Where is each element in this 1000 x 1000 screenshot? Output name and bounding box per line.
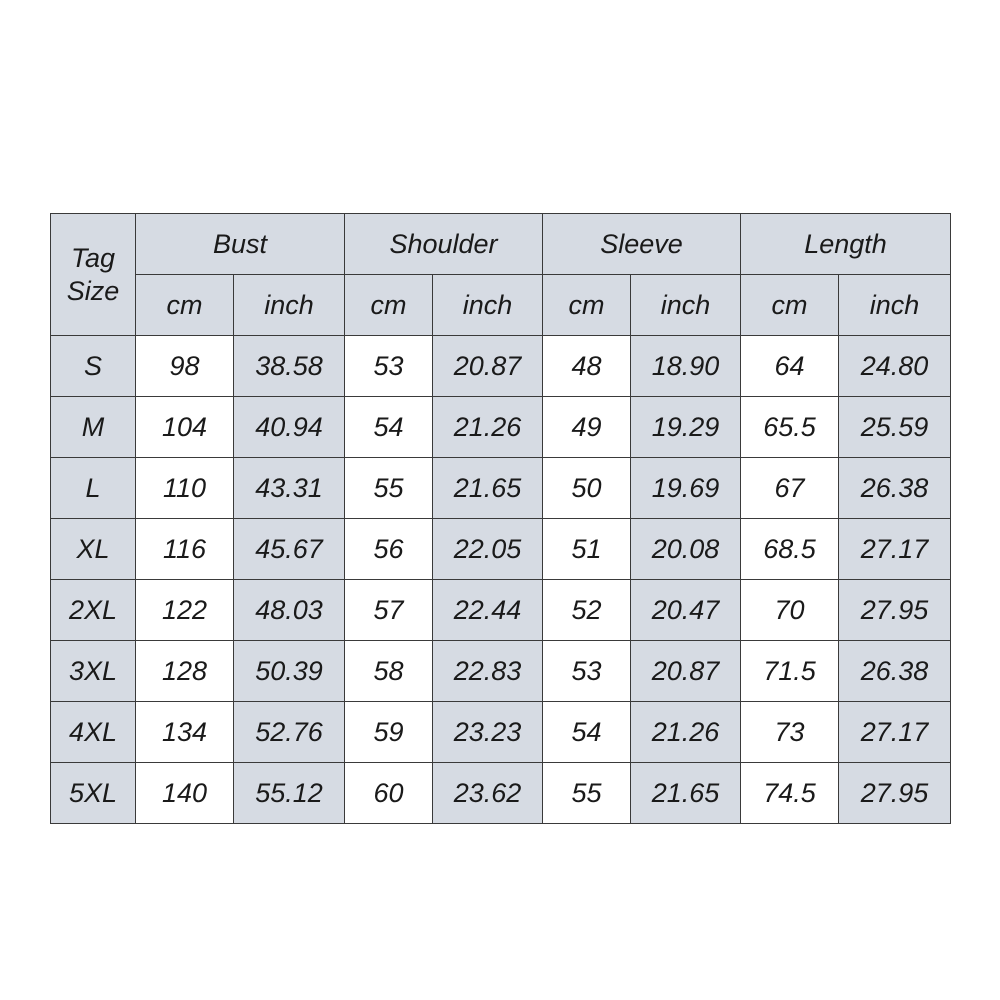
shoulder-header: Shoulder	[345, 214, 543, 275]
sleeve-inch-cell: 19.29	[631, 397, 741, 458]
bust-cm-header: cm	[136, 275, 234, 336]
length-header: Length	[741, 214, 951, 275]
bust-inch-cell: 50.39	[234, 641, 345, 702]
table-row	[51, 336, 951, 397]
length-inch-cell: 27.95	[839, 763, 951, 824]
length-inch-cell: 26.38	[839, 641, 951, 702]
bust-inch-cell: 48.03	[234, 580, 345, 641]
size-label-cell: 3XL	[51, 641, 136, 702]
tag-size-header-line-2: Size	[66, 275, 120, 306]
shoulder-cm-header: cm	[345, 275, 433, 336]
shoulder-cm-cell: 58	[345, 641, 433, 702]
shoulder-inch-cell: 23.23	[433, 702, 543, 763]
bust-inch-cell: 38.58	[234, 336, 345, 397]
sleeve-cm-cell: 52	[543, 580, 631, 641]
length-cm-cell: 65.5	[741, 397, 839, 458]
length-cm-cell: 67	[741, 458, 839, 519]
sleeve-inch-cell: 20.08	[631, 519, 741, 580]
size-rows	[51, 336, 951, 824]
sleeve-inch-cell: 18.90	[631, 336, 741, 397]
shoulder-inch-cell: 21.65	[433, 458, 543, 519]
size-label-cell: 4XL	[51, 702, 136, 763]
bust-cm-cell: 128	[136, 641, 234, 702]
sleeve-inch-cell: 21.65	[631, 763, 741, 824]
shoulder-inch-cell: 23.62	[433, 763, 543, 824]
length-cm-cell: 70	[741, 580, 839, 641]
tag-size-header-line-1: Tag	[70, 243, 116, 274]
bust-inch-cell: 55.12	[234, 763, 345, 824]
bust-cm-cell: 116	[136, 519, 234, 580]
sleeve-inch-header: inch	[631, 275, 741, 336]
sleeve-inch-cell: 20.87	[631, 641, 741, 702]
tag-size-header	[51, 214, 136, 336]
shoulder-cm-cell: 55	[345, 458, 433, 519]
group-header-row	[51, 214, 951, 275]
length-inch-cell: 26.38	[839, 458, 951, 519]
length-cm-cell: 74.5	[741, 763, 839, 824]
bust-cm-cell: 104	[136, 397, 234, 458]
sleeve-header: Sleeve	[543, 214, 741, 275]
length-cm-header: cm	[741, 275, 839, 336]
bust-cm-cell: 134	[136, 702, 234, 763]
sleeve-cm-cell: 53	[543, 641, 631, 702]
shoulder-cm-cell: 59	[345, 702, 433, 763]
sleeve-cm-cell: 49	[543, 397, 631, 458]
bust-inch-cell: 52.76	[234, 702, 345, 763]
size-label-cell: M	[51, 397, 136, 458]
length-inch-cell: 24.80	[839, 336, 951, 397]
length-inch-header: inch	[839, 275, 951, 336]
table-row	[51, 641, 951, 702]
sleeve-cm-cell: 55	[543, 763, 631, 824]
table-row	[51, 458, 951, 519]
size-label-cell: 2XL	[51, 580, 136, 641]
bust-cm-cell: 98	[136, 336, 234, 397]
sleeve-cm-cell: 51	[543, 519, 631, 580]
sleeve-inch-cell: 19.69	[631, 458, 741, 519]
bust-cm-cell: 122	[136, 580, 234, 641]
length-inch-cell: 27.17	[839, 519, 951, 580]
bust-inch-cell: 43.31	[234, 458, 345, 519]
table-row	[51, 702, 951, 763]
size-label-cell: L	[51, 458, 136, 519]
bust-cm-cell: 140	[136, 763, 234, 824]
shoulder-inch-header: inch	[433, 275, 543, 336]
sleeve-cm-header: cm	[543, 275, 631, 336]
unit-header-row	[51, 275, 951, 336]
sleeve-cm-cell: 48	[543, 336, 631, 397]
table-row	[51, 519, 951, 580]
sleeve-inch-cell: 21.26	[631, 702, 741, 763]
shoulder-inch-cell: 22.05	[433, 519, 543, 580]
table-row	[51, 763, 951, 824]
sleeve-cm-cell: 50	[543, 458, 631, 519]
bust-inch-cell: 45.67	[234, 519, 345, 580]
table-row	[51, 580, 951, 641]
length-inch-cell: 27.95	[839, 580, 951, 641]
size-chart-table	[50, 213, 951, 824]
bust-cm-cell: 110	[136, 458, 234, 519]
shoulder-cm-cell: 60	[345, 763, 433, 824]
shoulder-inch-cell: 22.83	[433, 641, 543, 702]
size-label-cell: XL	[51, 519, 136, 580]
length-inch-cell: 25.59	[839, 397, 951, 458]
shoulder-inch-cell: 22.44	[433, 580, 543, 641]
shoulder-inch-cell: 20.87	[433, 336, 543, 397]
shoulder-cm-cell: 53	[345, 336, 433, 397]
bust-inch-header: inch	[234, 275, 345, 336]
length-cm-cell: 73	[741, 702, 839, 763]
bust-header: Bust	[136, 214, 345, 275]
length-cm-cell: 68.5	[741, 519, 839, 580]
size-label-cell: 5XL	[51, 763, 136, 824]
shoulder-cm-cell: 56	[345, 519, 433, 580]
shoulder-inch-cell: 21.26	[433, 397, 543, 458]
shoulder-cm-cell: 54	[345, 397, 433, 458]
length-cm-cell: 64	[741, 336, 839, 397]
table-row	[51, 397, 951, 458]
length-cm-cell: 71.5	[741, 641, 839, 702]
shoulder-cm-cell: 57	[345, 580, 433, 641]
length-inch-cell: 27.17	[839, 702, 951, 763]
sleeve-cm-cell: 54	[543, 702, 631, 763]
sleeve-inch-cell: 20.47	[631, 580, 741, 641]
size-label-cell: S	[51, 336, 136, 397]
bust-inch-cell: 40.94	[234, 397, 345, 458]
